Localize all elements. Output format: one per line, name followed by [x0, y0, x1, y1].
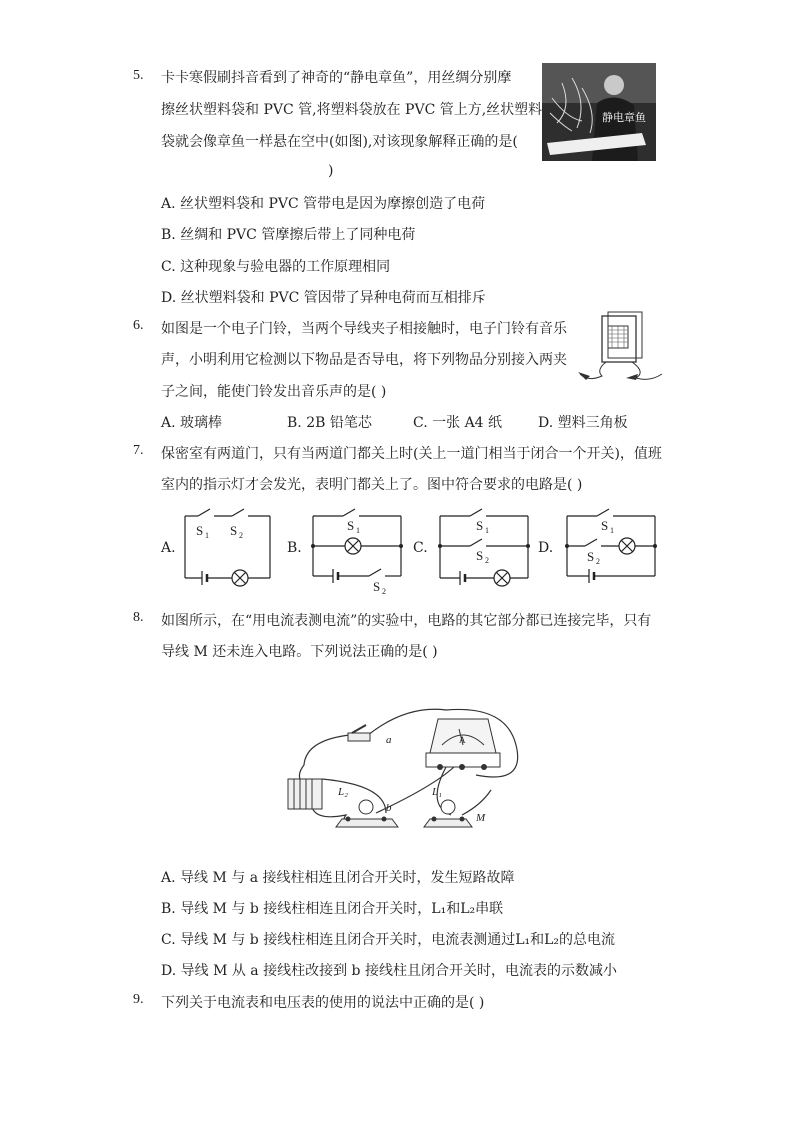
- question-text-line: 卡卡寒假刷抖音看到了神奇的“静电章鱼”，用丝绸分别摩: [161, 70, 512, 86]
- option-b[interactable]: B. 导线 M 与 b 接线柱相连且闭合开关时，L₁和L₂串联: [161, 901, 504, 917]
- static-octopus-photo: [542, 63, 656, 161]
- option-c-label[interactable]: C.: [413, 540, 428, 556]
- option-b[interactable]: B. 丝绸和 PVC 管摩擦后带上了同种电荷: [161, 227, 416, 243]
- switch-s1-label: S: [601, 518, 609, 533]
- question-text-line: ): [328, 163, 334, 179]
- switch-s2-label: S: [587, 549, 595, 564]
- circuit-d[interactable]: [561, 505, 661, 594]
- bulb-l1-label: L₁: [432, 786, 442, 798]
- ammeter-experiment-figure: [266, 695, 526, 859]
- switch-s2-subscript: 2: [485, 556, 489, 565]
- option-c[interactable]: C. 这种现象与验电器的工作原理相同: [161, 259, 391, 275]
- switch-s2-label: S: [230, 523, 238, 538]
- circuit-a[interactable]: [180, 505, 275, 594]
- option-b-label[interactable]: B.: [287, 540, 302, 556]
- question-text-line: 如图是一个电子门铃，当两个导线夹子相接触时，电子门铃有音乐: [161, 321, 567, 337]
- question-number: 6.: [133, 318, 144, 333]
- switch-s1-subscript: 1: [205, 531, 209, 540]
- switch-s1-label: S: [476, 518, 484, 533]
- question-text-line: 子之间，能使门铃发出音乐声的是( ): [161, 384, 387, 400]
- option-d[interactable]: D. 导线 M 从 a 接线柱改接到 b 接线柱且闭合开关时，电流表的示数减小: [161, 963, 617, 979]
- question-number: 8.: [133, 610, 144, 625]
- switch-s1-subscript: 1: [610, 526, 614, 535]
- switch-s2-label: S: [476, 548, 484, 563]
- terminal-b-label: b: [386, 802, 392, 814]
- photo-caption: 静电章鱼: [602, 112, 646, 124]
- option-a[interactable]: A. 丝状塑料袋和 PVC 管带电是因为摩擦创造了电荷: [161, 196, 486, 212]
- switch-s2-subscript: 2: [382, 587, 386, 595]
- switch-s2-subscript: 2: [596, 557, 600, 566]
- doorbell-figure: [576, 310, 666, 389]
- switch-s1-label: S: [347, 518, 355, 533]
- switch-s2-label: S: [373, 579, 381, 594]
- option-d[interactable]: D. 丝状塑料袋和 PVC 管因带了异种电荷而互相排斥: [161, 290, 486, 306]
- switch-s1-label: S: [196, 523, 204, 538]
- question-number: 9.: [133, 992, 144, 1007]
- switch-s1-subscript: 1: [356, 526, 360, 535]
- question-text-line: 袋就会像章鱼一样悬在空中(如图),对该现象解释正确的是(: [161, 134, 518, 150]
- question-text-line: 下列关于电流表和电压表的使用的说法中正确的是( ): [161, 995, 485, 1011]
- switch-s1-subscript: 1: [485, 526, 489, 535]
- switch-s2-subscript: 2: [239, 531, 243, 540]
- question-text-line: 如图所示，在“用电流表测电流”的实验中，电路的其它部分都已连接完毕，只有: [161, 613, 652, 629]
- option-d-label[interactable]: D.: [538, 540, 554, 556]
- question-number: 7.: [133, 443, 144, 458]
- option-c[interactable]: C. 一张 A4 纸: [413, 415, 503, 431]
- question-text-line: 室内的指示灯才会发光，表明门都关上了。图中符合要求的电路是( ): [161, 477, 583, 493]
- question-text-line: 导线 M 还未连入电路。下列说法正确的是( ): [161, 644, 438, 660]
- option-d[interactable]: D. 塑料三角板: [538, 415, 628, 431]
- circuit-b[interactable]: [307, 505, 407, 599]
- ammeter-symbol: A: [459, 735, 466, 745]
- option-a-label[interactable]: A.: [161, 540, 176, 556]
- bulb-l2-label: L₂: [338, 786, 348, 798]
- option-b[interactable]: B. 2B 铅笔芯: [287, 415, 372, 431]
- question-text-line: 声，小明利用它检测以下物品是否导电，将下列物品分别接入两夹: [161, 352, 567, 368]
- option-c[interactable]: C. 导线 M 与 b 接线柱相连且闭合开关时，电流表测通过L₁和L₂的总电流: [161, 932, 616, 948]
- wire-m-label: M: [476, 812, 486, 824]
- circuit-c[interactable]: [434, 505, 534, 594]
- option-a[interactable]: A. 玻璃棒: [161, 415, 223, 431]
- question-text-line: 保密室有两道门，只有当两道门都关上时(关上一道门相当于闭合一个开关)，值班: [161, 446, 662, 462]
- terminal-a-label: a: [386, 734, 392, 746]
- question-number: 5.: [133, 68, 144, 83]
- question-text-line: 擦丝状塑料袋和 PVC 管,将塑料袋放在 PVC 管上方,丝状塑料: [161, 102, 543, 118]
- option-a[interactable]: A. 导线 M 与 a 接线柱相连且闭合开关时，发生短路故障: [161, 870, 515, 886]
